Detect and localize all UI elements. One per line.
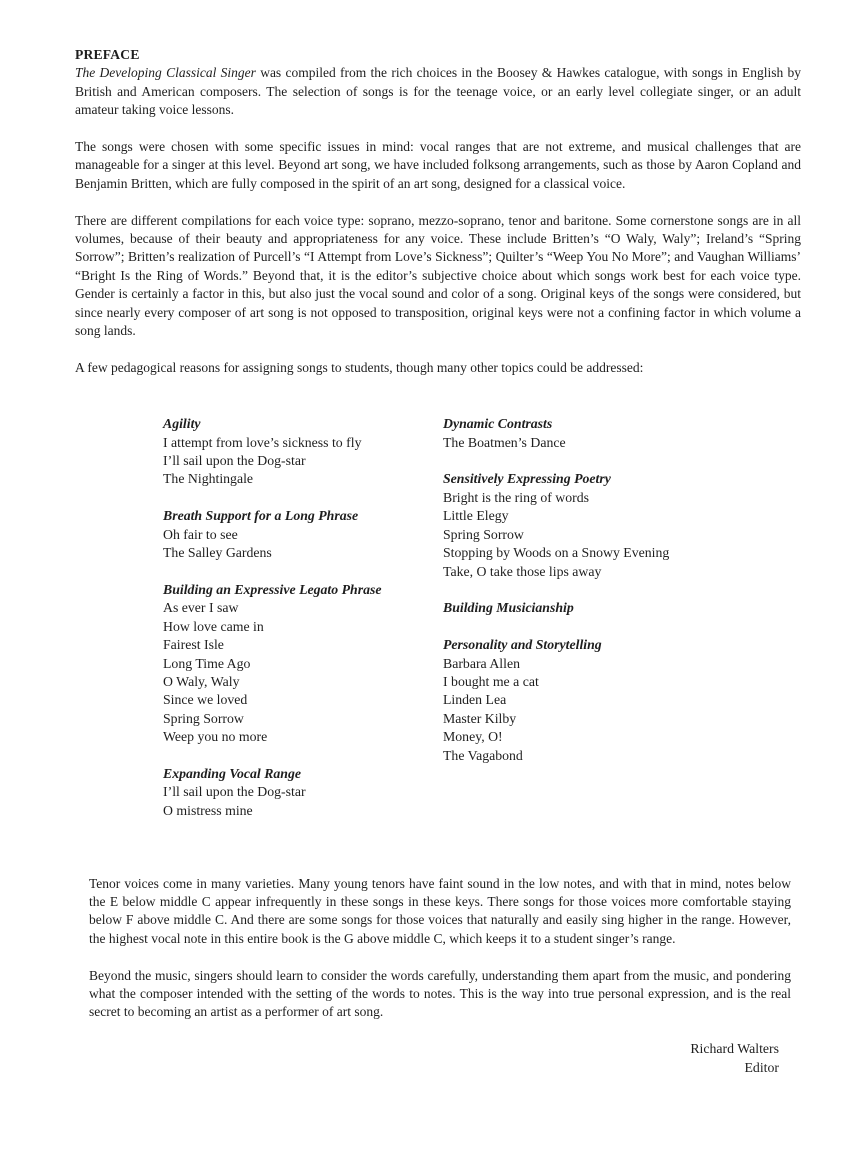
song-title: The Boatmen’s Dance (443, 434, 566, 450)
song-title: Oh fair to see (163, 526, 238, 542)
song-category (163, 415, 443, 489)
song-category (443, 415, 801, 452)
paragraph-song-selection: The songs were chosen with some specific issues in mind: vocal ranges that are not extreme, and musical challenges that are manageable for a singer at this level. Beyond art song, we have included folksong arrangements, such as those by Aaron Copland and Benjamin Britten, which are fully composed in the spirit of an art song, designed for a classical voice. (75, 139, 801, 191)
song-category-title: Sensitively Expressing Poetry (443, 471, 611, 487)
song-title: Linden Lea (443, 692, 507, 708)
signature-block (89, 1040, 791, 1077)
song-category (443, 470, 801, 580)
song-title: The Salley Gardens (163, 545, 272, 561)
song-title: O mistress mine (163, 802, 253, 818)
song-title: I’ll sail upon the Dog-star (163, 453, 306, 469)
intro-paragraph-text: was compiled from the rich choices in the Boosey & Hawkes catalogue, with songs in English by British and American composers. The selection of songs is for the teenage voice, or an early level collegiate singer, or an adult amateur taking voice lessons. (75, 65, 801, 118)
paragraph-tenor-voices: Tenor voices come in many varieties. Many young tenors have faint sound in the low notes, and with that in mind, notes below the E below middle C appear infrequently in these songs in these keys. There songs for those voices more comfortable staying below F above middle C. And there are some songs for those voices that naturally and easily sing higher in the range. However, the highest vocal note in this entire book is the G above middle C, which keeps it to a student singer’s range. (89, 875, 791, 946)
song-category (163, 765, 443, 820)
song-category-title: Building an Expressive Legato Phrase (163, 581, 382, 597)
page-title: PREFACE (75, 47, 140, 62)
song-title: I attempt from love’s sickness to fly (163, 434, 362, 450)
song-column-right (443, 415, 801, 838)
editor-name: Richard Walters (690, 1041, 779, 1057)
song-category (163, 507, 443, 562)
song-title: Stopping by Woods on a Snowy Evening (443, 545, 670, 561)
song-title: Long Time Ago (163, 655, 251, 671)
intro-paragraph (75, 64, 801, 119)
song-title: Fairest Isle (163, 637, 224, 653)
paragraph-pedagogical-intro: A few pedagogical reasons for assigning songs to students, though many other topics could be addressed: (75, 359, 644, 375)
song-category-title: Dynamic Contrasts (443, 416, 553, 432)
song-title: Master Kilby (443, 710, 517, 726)
song-column-left (163, 415, 443, 838)
editor-role: Editor (744, 1059, 779, 1075)
song-category-lists (163, 415, 801, 838)
book-title: The Developing Classical Singer (75, 65, 256, 81)
song-title: Money, O! (443, 729, 503, 745)
song-title: Spring Sorrow (443, 526, 524, 542)
song-category-title: Building Musicianship (443, 600, 574, 616)
song-title: Little Elegy (443, 508, 509, 524)
song-title: Since we loved (163, 692, 248, 708)
song-category-title: Agility (163, 416, 201, 432)
song-title: O Waly, Waly (163, 673, 240, 689)
song-title: Weep you no more (163, 729, 268, 745)
song-title: As ever I saw (163, 600, 239, 616)
song-category-title: Expanding Vocal Range (163, 765, 301, 781)
song-title: I bought me a cat (443, 673, 539, 689)
song-title: Spring Sorrow (163, 710, 244, 726)
paragraph-beyond-the-music: Beyond the music, singers should learn to consider the words carefully, understanding them apart from the music, and pondering what the composer intended with the setting of the words to notes. This is the way into true personal expression, and is the real secret to becoming an artist as a performer of art song. (89, 967, 791, 1020)
song-category (163, 581, 443, 747)
closing-section (89, 875, 791, 1077)
song-title: The Vagabond (443, 747, 523, 763)
song-category (443, 636, 801, 765)
paragraph-voice-compilations: There are different compilations for each voice type: soprano, mezzo-soprano, tenor and baritone. Some cornerstone songs are in all volumes, because of their beauty and appropriateness for any voice. These include Britten’s “O Waly, Waly”; Ireland’s “Spring Sorrow”; Britten’s realization of Purcell’s “I Attempt from Love’s Sickness”; Quilter’s “Weep You No More”; and Vaughan Williams’ “Bright Is the Ring of Words.” Beyond that, it is the editor’s subjective choice about which songs work best for each voice type. Gender is certainly a factor in this, but also just the vocal sound and color of a song. Original keys of the songs were considered, but since nearly every composer of art song is not opposed to transposition, original keys were not a confining factor in which volume a song lands. (75, 212, 801, 339)
song-category (443, 599, 801, 617)
song-title: Barbara Allen (443, 655, 521, 671)
song-title: Bright is the ring of words (443, 489, 590, 505)
song-title: How love came in (163, 618, 264, 634)
page-content (75, 46, 801, 1077)
song-category-title: Personality and Storytelling (443, 637, 602, 653)
song-title: I’ll sail upon the Dog-star (163, 784, 306, 800)
song-title: Take, O take those lips away (443, 563, 602, 579)
song-category-title: Breath Support for a Long Phrase (163, 508, 359, 524)
song-title: The Nightingale (163, 471, 254, 487)
